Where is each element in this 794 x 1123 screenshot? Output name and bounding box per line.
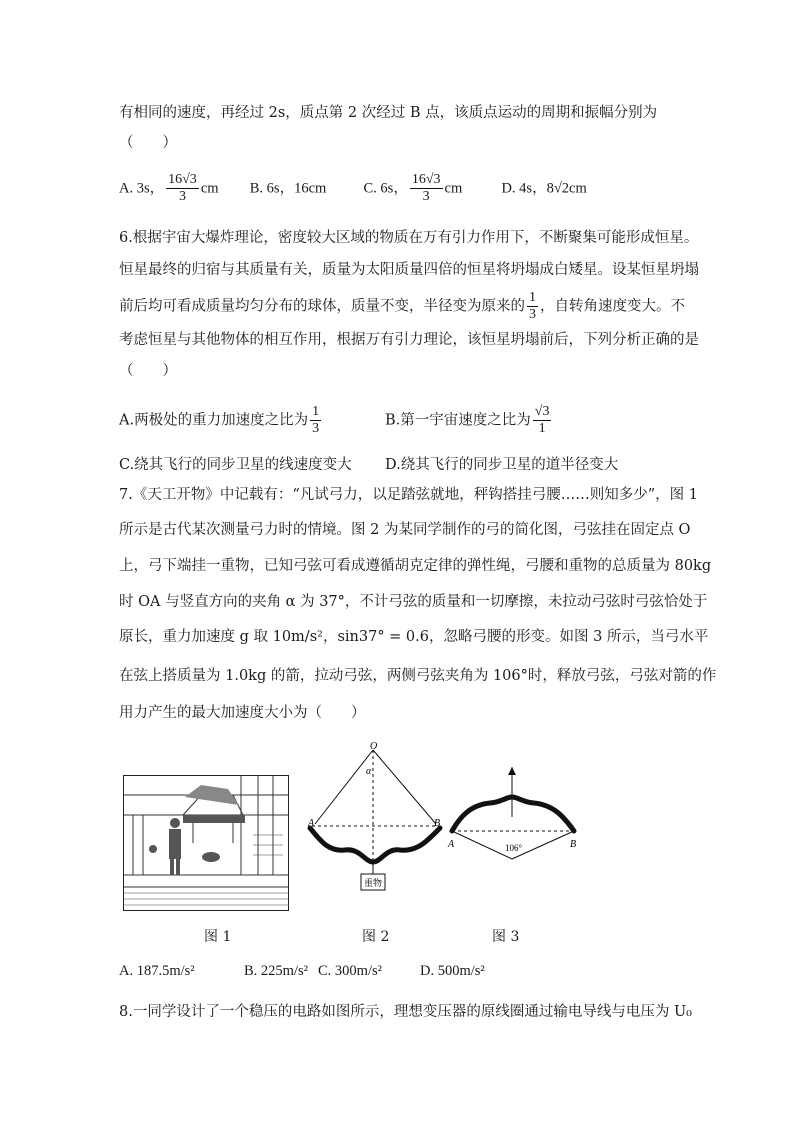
q6-optA-pre: A.两极处的重力加速度之比为 [119,412,309,429]
q6-line3-frac: $\frac{1}{3}$ [529,290,536,322]
q7-line6: 在弦上搭质量为 1.0kg 的箭，拉动弓弦，两侧弓弦夹角为 106°时，释放弓弦，弓弦对箭的作 [119,668,717,684]
q7-line5: 原长，重力加速度 g 取 10m/s²，sin37° = 0.6，忽略弓腰的形变。如图 3 所示，当弓水平 [119,629,709,645]
q6-line3 [119,290,685,323]
q7-optD: D. 500m/s² [420,963,485,979]
q5-optC-frac: $\frac{16√3}{3}$ [411,172,441,204]
figure-2-caption: 图 2 [362,929,390,945]
q5-optD-pre: D. 4s， [501,180,547,197]
q8-line1: 8.一同学设计了一个稳压的电路如图所示，理想变压器的原线圈通过输电导线与电压为 U₀ [119,1004,692,1020]
q5-optA-frac: $\frac{16√3}{3}$ [168,172,197,204]
q5-line1: 有相同的速度，再经过 2s，质点第 2 次经过 B 点，该质点运动的周期和振幅分别为 [119,105,658,121]
fig2-A-label: A [308,818,315,829]
q6-line3-post: ，自转角速度变大。不 [540,298,685,315]
q5-bracket: （ ） [119,135,177,151]
fig2-alpha-label: α [366,766,372,777]
q6-optD: D.绕其飞行的同步卫星的道半径变大 [385,457,619,473]
q7-line3: 上，弓下端挂一重物，已知弓弦可看成遵循胡克定律的弹性绳，弓腰和重物的总质量为 80kg [119,558,712,574]
fig2-O-label: O [370,741,378,752]
q6-optB-pre: B.第一宇宙速度之比为 [385,412,531,429]
figure-3-caption: 图 3 [492,929,520,945]
q5-optD-val: 8√2cm [546,180,587,197]
q5-optA-pre: A. 3s， [119,180,165,197]
q6-optA-frac: $\frac{1}{3}$ [312,404,320,436]
figure-1-caption: 图 1 [204,929,232,945]
q6-bracket: （ ） [119,363,177,379]
q5-optA-unit: cm [200,180,219,197]
q7-optC: C. 300m/s² [318,963,382,979]
q6-line3-pre: 前后均可看成质量均匀分布的球体，质量不变，半径变为原来的 [119,298,525,315]
q6-line2: 恒星最终的归宿与其质量有关，质量为太阳质量四倍的恒星将坍塌成白矮星。设某恒星坍塌 [119,262,699,278]
q6-line1: 6.根据宇宙大爆炸理论，密度较大区域的物质在万有引力作用下，不断聚集可能形成恒星。 [119,230,699,246]
q7-line1: 7.《天工开物》中记载有：“凡试弓力，以足踏弦就地，秤钩搭挂弓腰……则知多少”，图 1 [119,487,698,503]
q7-optB: B. 225m/s² [244,963,308,979]
q6-optB-frac: $\frac{√3}{1}$ [534,404,550,436]
figure-2-bow-diagram [300,740,450,892]
fig2-B-label: B [434,818,441,829]
q5-options [119,172,587,205]
q7-line7: 用力产生的最大加速度大小为（ ） [119,705,366,721]
q5-optB: B. 6s，16cm [249,180,327,197]
figure-1-illustration [123,775,289,911]
fig3-angle-label: 106° [505,843,523,853]
q6-line4: 考虑恒星与其他物体的相互作用，根据万有引力理论，该恒星坍塌前后，下列分析正确的是 [119,332,699,348]
q7-line2: 所示是古代某次测量弓力时的情境。图 2 为某同学制作的弓的简化图，弓弦挂在固定点 O [119,522,691,538]
figure-3-bow-drawn [446,767,586,863]
q6-optC: C.绕其飞行的同步卫星的线速度变大 [119,457,352,473]
q5-optC-unit: cm [444,180,463,197]
q7-line4: 时 OA 与竖直方向的夹角 α 为 37°，不计弓弦的质量和一切摩擦，未拉动弓弦时弓弦恰处于 [119,594,708,610]
q5-optC-pre: C. 6s， [363,180,408,197]
q6-optA [119,404,323,437]
fig3-A-label: A [448,839,455,850]
q7-optA: A. 187.5m/s² [119,963,195,979]
fig2-weight-label: 重物 [363,879,383,889]
fig3-B-label: B [570,839,577,850]
q6-optB [385,404,553,437]
